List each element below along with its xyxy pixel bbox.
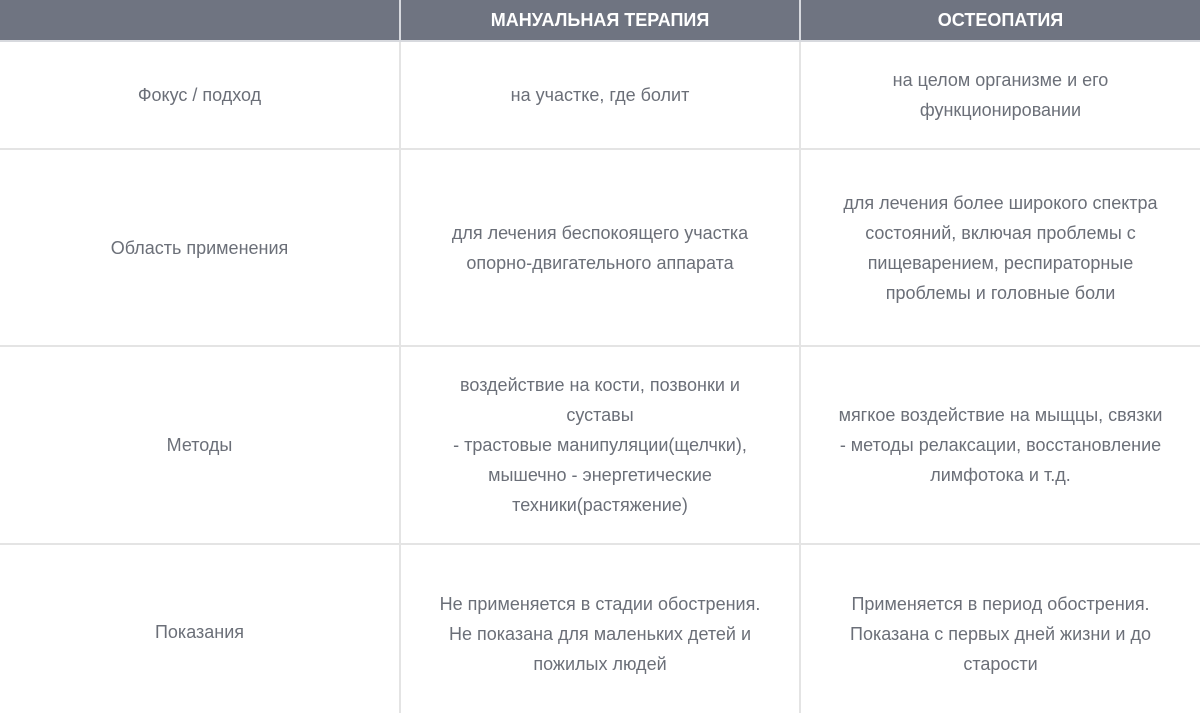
cell-text: Показания [154,622,245,642]
cell-text: на участке, где болит [510,85,690,105]
header-cell-empty [0,0,400,41]
table-row [0,41,1200,149]
header-cell-manual-therapy: МАНУАЛЬНАЯ ТЕРАПИЯ [400,0,800,41]
row-label-focus [0,41,400,149]
table-row [0,346,1200,544]
cell-text: Область применения [110,237,289,258]
header-cell-osteopathy: ОСТЕОПАТИЯ [800,0,1200,41]
cell-text: для лечения более широкого спектра состояний, включая проблемы с пищеварением, респираторные проблемы и головные боли [843,192,1158,303]
row-label-methods [0,346,400,544]
cell-text: Фокус / подход [137,85,262,105]
cell-osteo-scope [800,149,1200,346]
cell-text: Методы [166,435,233,455]
cell-text: на целом организме и его функционировании [892,70,1109,120]
cell-manual-indications [400,544,800,713]
cell-manual-methods [400,346,800,544]
header-row [0,0,1200,41]
cell-text: Не применяется в стадии обострения. Не показана для маленьких детей и пожилых людей [439,594,761,674]
row-label-scope [0,149,400,346]
table-row [0,544,1200,713]
cell-osteo-indications [800,544,1200,713]
cell-osteo-methods [800,346,1200,544]
cell-text: для лечения беспокоящего участка опорно-двигательного аппарата [451,222,749,273]
cell-text: мягкое воздействие на мыщцы, связки - методы релаксации, восстановление лимфотока и т.д. [838,405,1163,485]
cell-manual-scope [400,149,800,346]
cell-text: воздействие на кости, позвонки и суставы - трастовые манипуляции(щелчки), мышечно - энергетические техники(растяжение) [453,375,747,515]
cell-manual-focus [400,41,800,149]
cell-osteo-focus [800,41,1200,149]
cell-text: Применяется в период обострения. Показана с первых дней жизни и до старости [850,594,1151,674]
table-row [0,149,1200,346]
row-label-indications [0,544,400,713]
